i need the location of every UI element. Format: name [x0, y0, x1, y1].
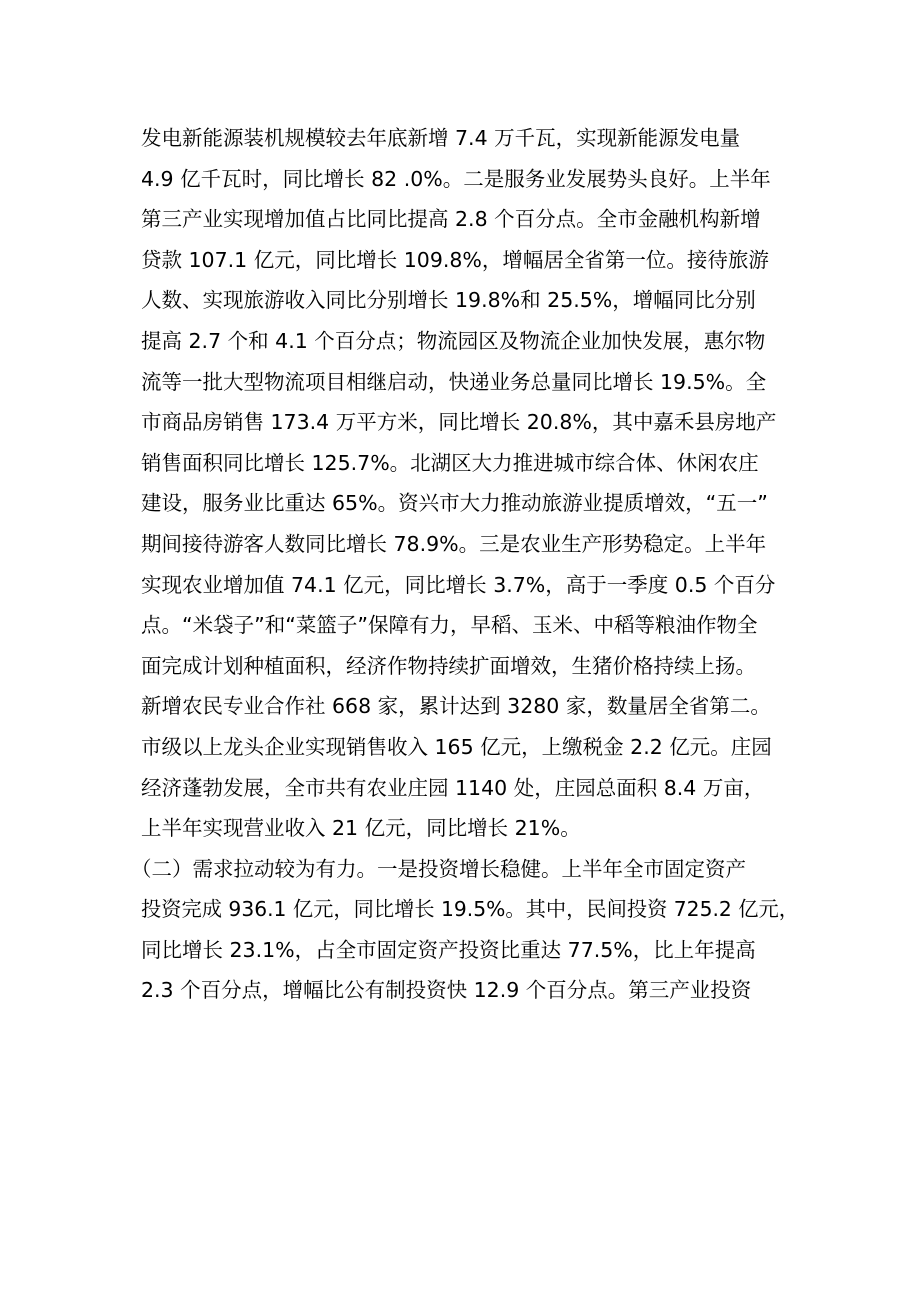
- text-line: 建设，服务业比重达 65%。资兴市大力推动旅游业提质增效，“五一”: [141, 491, 768, 516]
- text-line: 同比增长 23.1%，占全市固定资产投资比重达 77.5%，比上年提高: [141, 937, 756, 962]
- text-line: 实现农业增加值 74.1 亿元，同比增长 3.7%，高于一季度 0.5 个百分: [141, 572, 776, 597]
- text-line: 投资完成 936.1 亿元，同比增长 19.5%。其中，民间投资 725.2 亿元，: [141, 897, 799, 922]
- text-line: 4.9 亿千瓦时，同比增长 82 .0%。二是服务业发展势头良好。上半年: [141, 166, 771, 191]
- text-line: 贷款 107.1 亿元，同比增长 109.8%，增幅居全省第一位。接待旅游: [141, 247, 769, 272]
- section-heading-line: （二）需求拉动较为有力。一是投资增长稳健。上半年全市固定资产: [131, 856, 746, 881]
- text-line: 2.3 个百分点，增幅比公有制投资快 12.9 个百分点。第三产业投资: [141, 978, 752, 1003]
- text-line: 流等一批大型物流项目相继启动，快递业务总量同比增长 19.5%。全: [141, 369, 767, 394]
- text-line: 第三产业实现增加值占比同比提高 2.8 个百分点。全市金融机构新增: [141, 207, 761, 232]
- text-line: 点。“米袋子”和“菜篮子”保障有力，早稻、玉米、中稻等粮油作物全: [141, 613, 758, 638]
- text-line: 新增农民专业合作社 668 家，累计达到 3280 家，数量居全省第二。: [141, 694, 771, 719]
- body-text: [131, 118, 799, 1011]
- text-line: 销售面积同比增长 125.7%。北湖区大力推进城市综合体、休闲农庄: [141, 450, 759, 475]
- text-line: 发电新能源装机规模较去年底新增 7.4 万千瓦，实现新能源发电量: [141, 126, 741, 150]
- text-line: 面完成计划种植面积，经济作物持续扩面增效，生猪价格持续上扬。: [141, 653, 756, 678]
- text-line: 提高 2.7 个和 4.1 个百分点；物流园区及物流企业加快发展，惠尔物: [141, 328, 766, 353]
- text-line: 经济蓬勃发展，全市共有农业庄园 1140 处，庄园总面积 8.4 万亩，: [141, 775, 765, 800]
- text-line: 市级以上龙头企业实现销售收入 165 亿元，上缴税金 2.2 亿元。庄园: [141, 734, 772, 759]
- text-line: 上半年实现营业收入 21 亿元，同比增长 21%。: [141, 816, 581, 841]
- text-line: 期间接待游客人数同比增长 78.9%。三是农业生产形势稳定。上半年: [141, 531, 767, 556]
- text-line: 市商品房销售 173.4 万平方米，同比增长 20.8%，其中嘉禾县房地产: [141, 410, 777, 435]
- text-line: 人数、实现旅游收入同比分别增长 19.8%和 25.5%，增幅同比分别: [141, 288, 756, 313]
